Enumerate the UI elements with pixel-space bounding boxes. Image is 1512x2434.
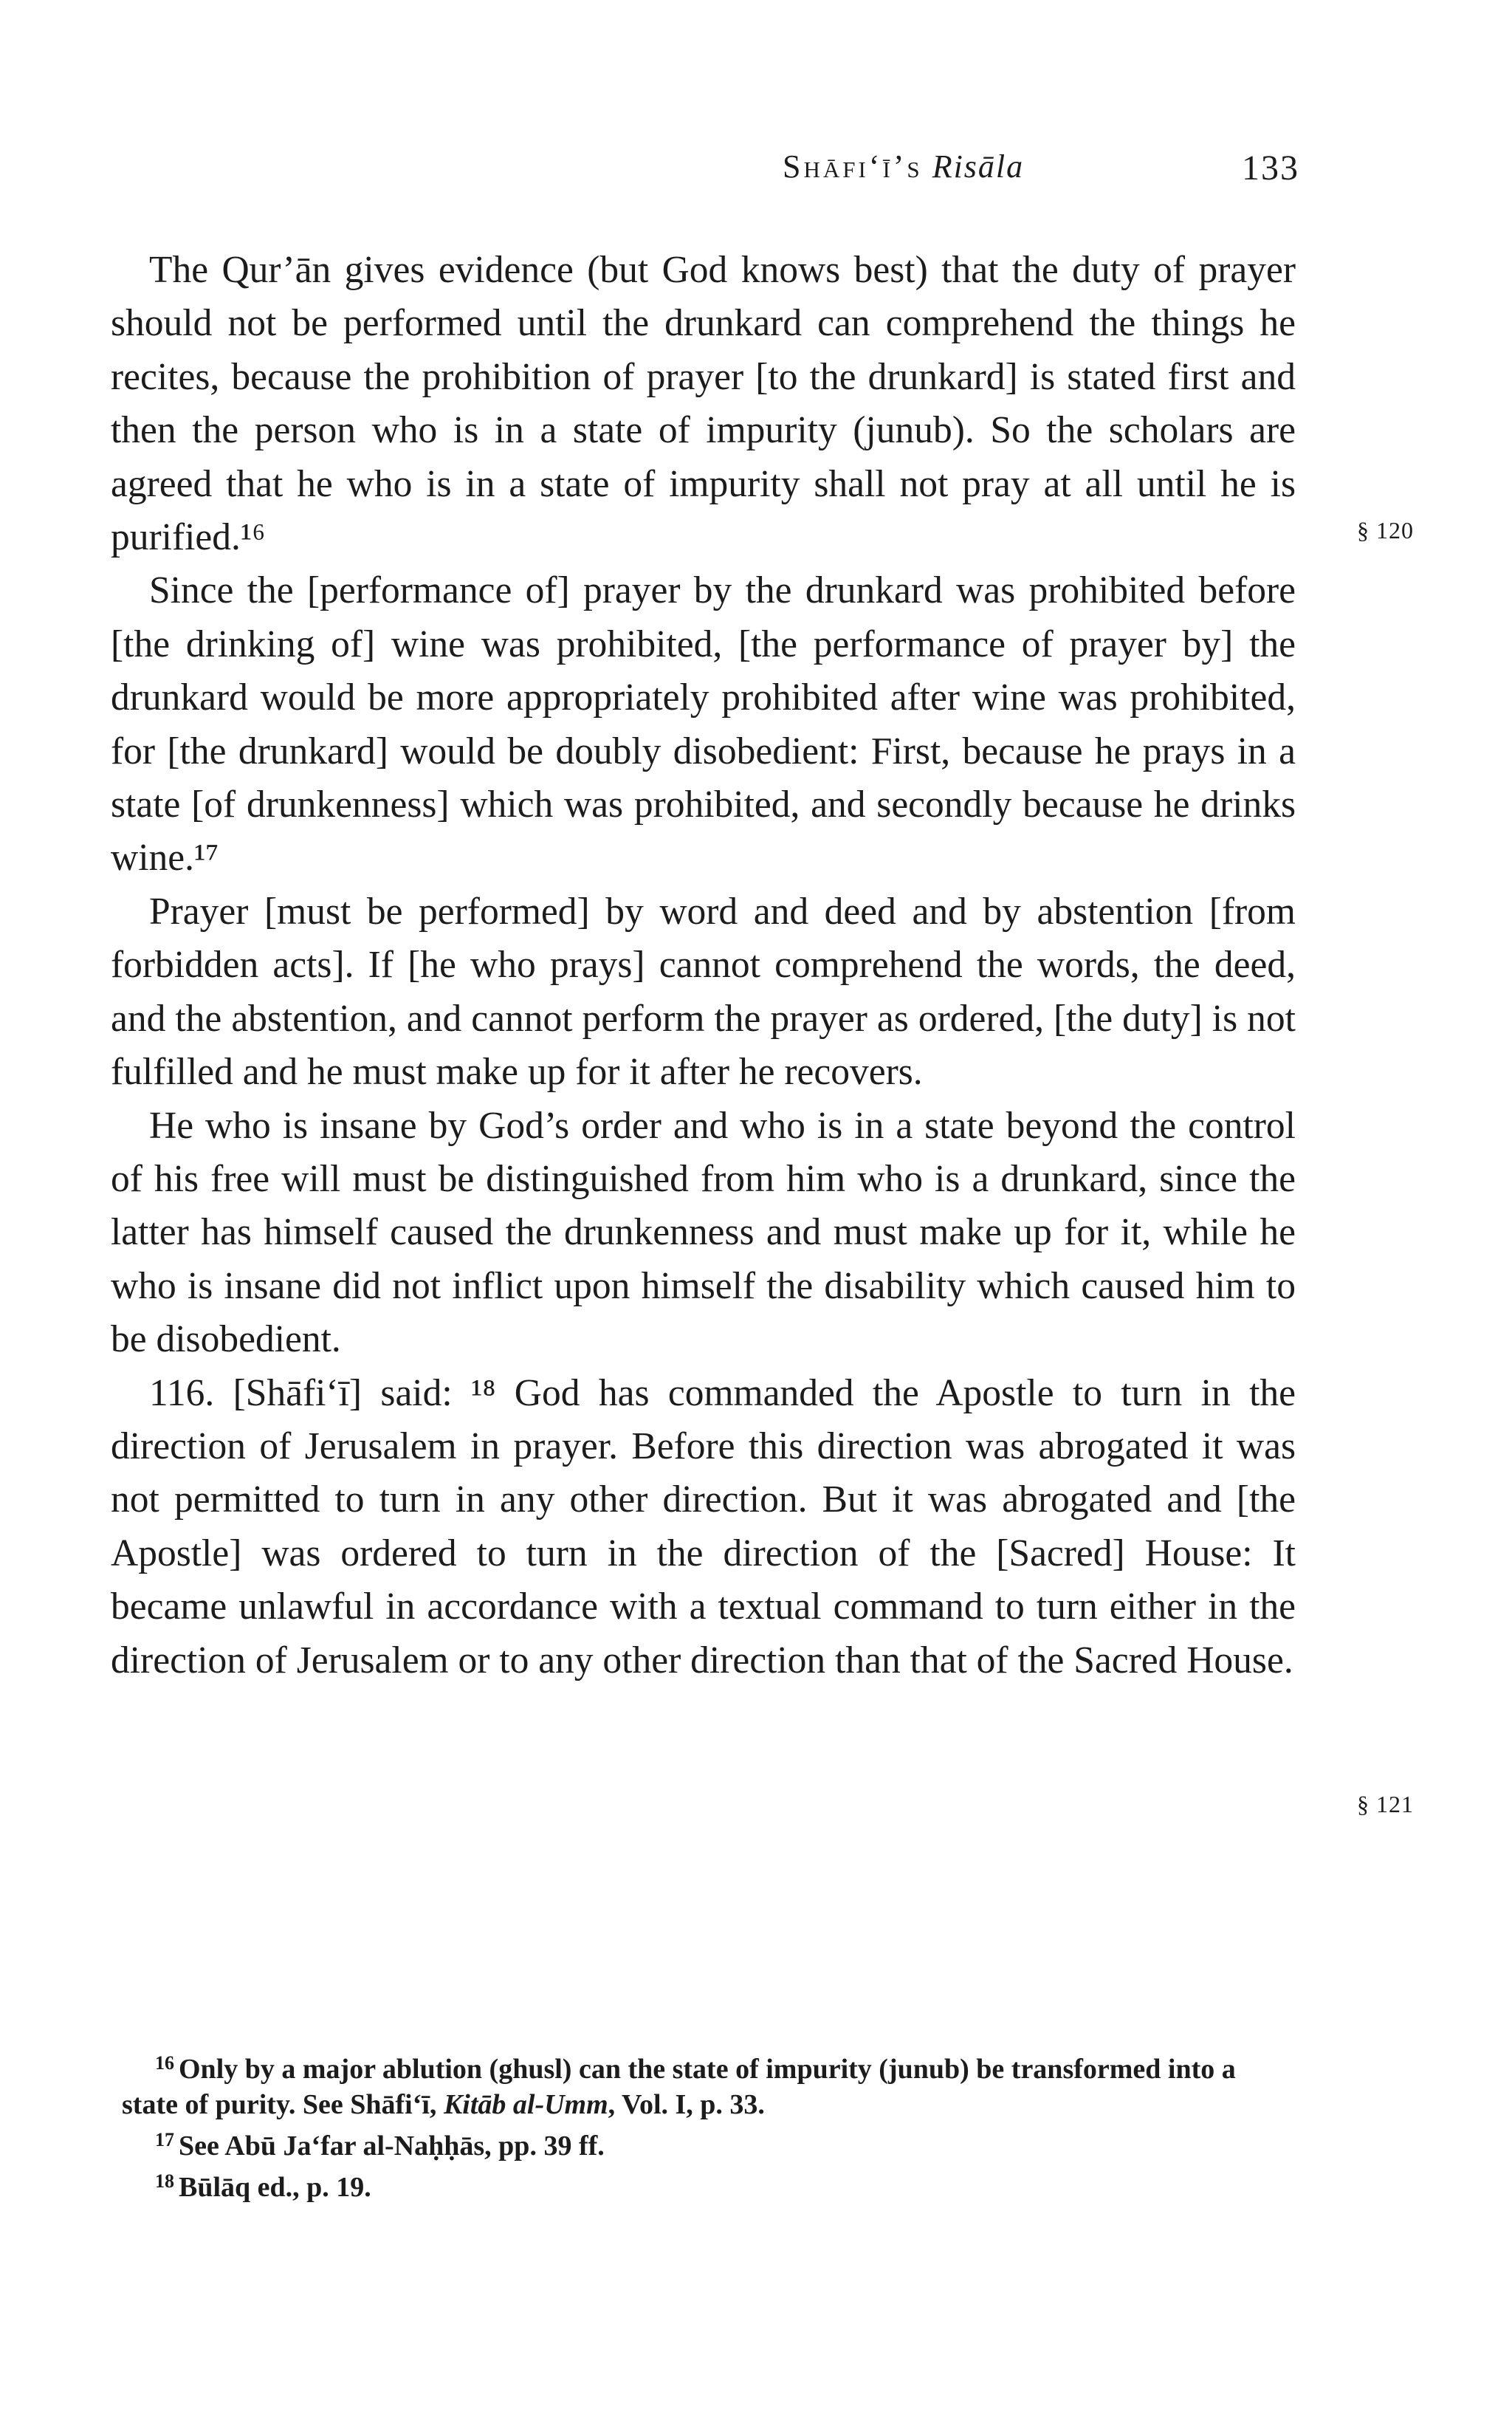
footnote (122, 2122, 1296, 2164)
footnote (122, 2046, 1296, 2122)
footnote (122, 2164, 1296, 2205)
footnote-text: , Vol. I, p. 33. (608, 2089, 765, 2120)
running-title: Shāfi‘ī’s (783, 148, 923, 185)
footnote-number: 18 (155, 2170, 174, 2192)
book-title: Risāla (932, 148, 1025, 185)
margin-section-ref: § 121 (1357, 1791, 1414, 1817)
paragraph: He who is insane by God’s order and who is in a state beyond the control of his free will must be distinguished from him who is a drunkard, since the latter has himself caused the drunkenness and must make up for it, while he who is insane did not inflict upon himself the disability which caused him to be disobedient. (111, 1104, 1296, 1361)
paragraph: The Qur’ān gives evidence (but God knows best) that the duty of prayer should not be performed until the drunkard can comprehend the things he recites, because the prohibition of prayer [to the drunkard] is stated first and then the person who is in a state of impurity (junub). So the scholars are agreed that he who is in a state of impurity shall not pray at all until he is purified.¹⁶ (111, 249, 1296, 559)
paragraph: Since the [performance of] prayer by the drunkard was prohibited before [the drinking of] wine was prohibited, [the performance of prayer by] the drunkard would be more appropriately prohibited after wine was prohibited, for [the drunkard] would be doubly disobedient: First, because he prays in a state [of drunkenness] which was prohibited, and secondly because he drinks wine.¹⁷ (111, 569, 1296, 880)
footnote-text: Būlāq ed., p. 19. (179, 2172, 371, 2203)
main-text (111, 244, 1296, 1687)
footnotes (122, 2046, 1296, 2205)
paragraph: Prayer [must be performed] by word and deed and by abstention [from forbidden acts]. If [he who prays] cannot comprehend the words, the deed, and the abstention, and cannot perform the prayer as ordered, [the duty] is not fulfilled and he must make up for it after he recovers. (111, 890, 1296, 1094)
page-number: 133 (1242, 148, 1299, 188)
footnote-text: Only by a major ablution (ghusl) can the state of impurity (junub) be transformed into a state of purity. See Shāfi‘ī, (122, 2054, 1236, 2120)
footnote-number: 17 (155, 2129, 174, 2150)
footnote-text: See Abū Ja‘far al-Naḥḥās, pp. 39 ff. (179, 2130, 605, 2162)
paragraph: 116. [Shāfi‘ī] said: ¹⁸ God has commanded the Apostle to turn in the direction of Jerusalem in prayer. Before this direction was abrogated it was not permitted to turn in any other direction. But it was abrogated and [the Apostle] was ordered to turn in the direction of the [Sacred] House: It became unlawful in accordance with a textual command to turn either in the direction of Jerusalem or to any other direction than that of the Sacred House. (111, 1371, 1296, 1681)
margin-section-ref: § 120 (1357, 517, 1414, 544)
footnote-title: Kitāb al-Umm (443, 2089, 608, 2120)
running-header (783, 148, 1299, 188)
footnote-number: 16 (155, 2052, 174, 2074)
